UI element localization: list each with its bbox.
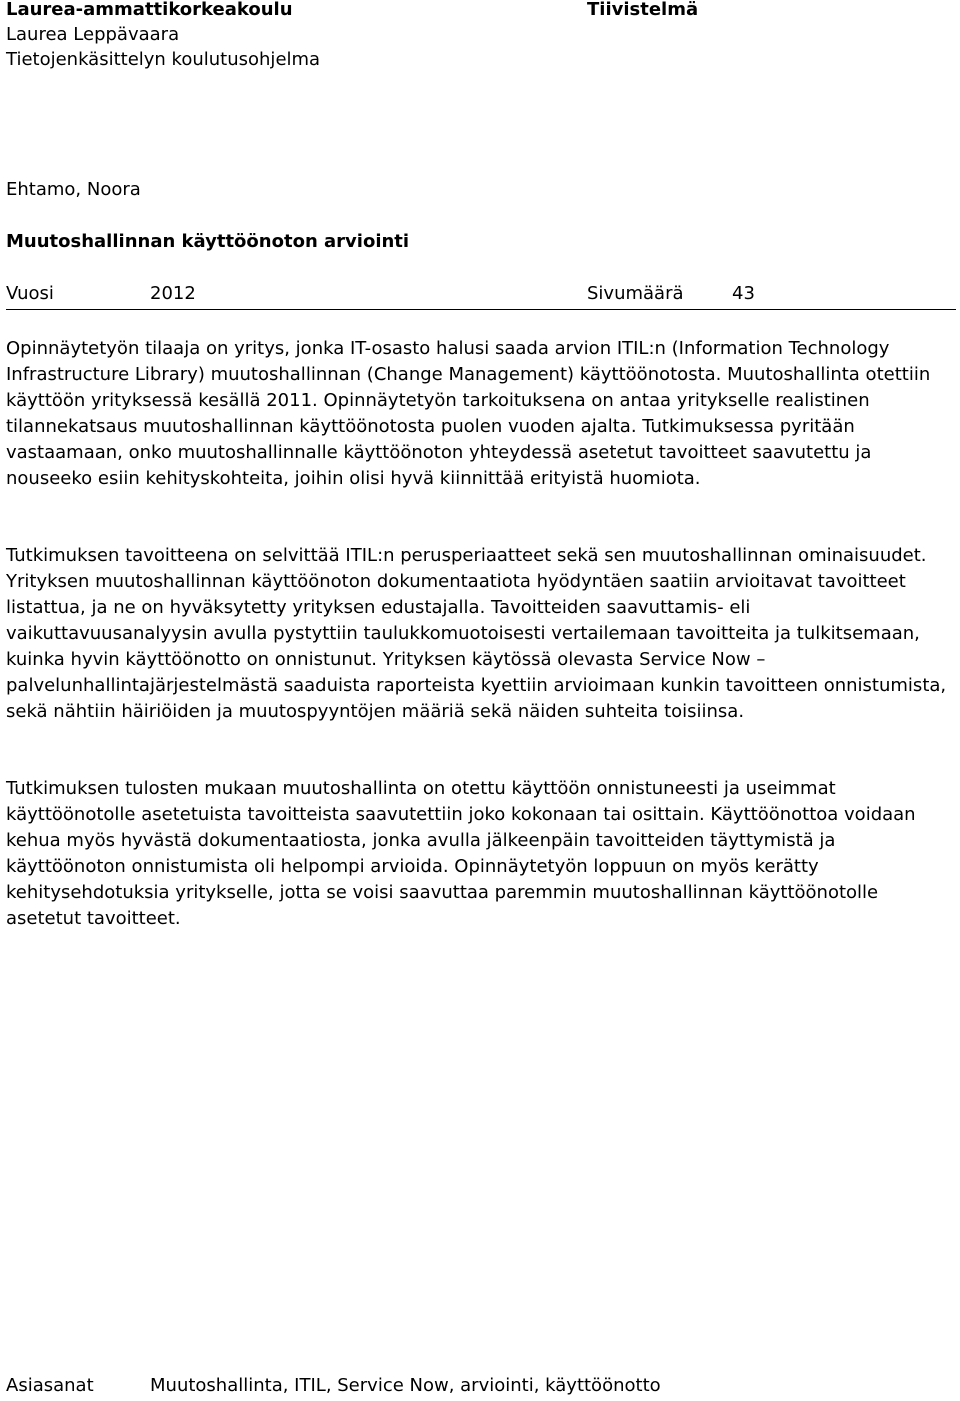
abstract-paragraph-2: Tutkimuksen tavoitteena on selvittää ITIL:n perusperiaatteet sekä sen muutoshallinnan ominaisuudet. Yrityksen muutoshallinnan käyttöönoton dokumentaatiota hyödyntäen saatiin arvioitavat tavoitteet listattua, ja ne on hyväksytetty yrityksen edustajalla. Tavoitteiden saavuttamis- eli vaikuttavuusanalyysin avulla pystyttiin taulukkomuotoisesti vertailemaan tavoitteita ja tulkitsemaan, kuinka hyvin käyttöönotto on onnistunut. Yrityksen käytössä olevasta Service Now –palvelunhallintajärjestelmästä saaduista raporteista kyettiin arvioimaan kunkin tavoitteen onnistumista, sekä nähtiin häiriöiden ja muutospyyntöjen määriä sekä näiden suhteita toisiinsa. (6, 545, 947, 722)
pages-label: Sivumäärä (587, 283, 684, 304)
unit-name: Laurea Leppävaara (6, 24, 180, 45)
year-label: Vuosi (6, 283, 54, 304)
keywords-label: Asiasanat (6, 1375, 94, 1396)
year-value: 2012 (150, 283, 196, 304)
institution-name: Laurea-ammattikorkeakoulu (6, 0, 293, 20)
thesis-title: Muutoshallinnan käyttöönoton arviointi (6, 231, 410, 252)
pages-value: 43 (732, 283, 755, 304)
abstract-paragraph-3: Tutkimuksen tulosten mukaan muutoshallinta on otettu käyttöön onnistuneesti ja useimmat käyttöönotolle asetetuista tavoitteista saavutettiin joko kokonaan tai osittain. Käyttöönottoa voidaan kehua myös hyvästä dokumentaatiosta, jonka avulla jälkeenpäin tavoitteiden täyttymistä ja käyttöönoton onnistumista oli helpompi arvioida. Opinnäytetyön loppuun on myös kerätty kehitysehdotuksia yritykselle, jotta se voisi saavuttaa paremmin muutoshallinnan käyttöönotolle asetetut tavoitteet. (6, 778, 916, 929)
header-divider (6, 309, 956, 310)
programme-name: Tietojenkäsittelyn koulutusohjelma (6, 49, 321, 70)
author-name: Ehtamo, Noora (6, 179, 141, 200)
keywords-value: Muutoshallinta, ITIL, Service Now, arviointi, käyttöönotto (150, 1375, 661, 1396)
document-type: Tiivistelmä (587, 0, 699, 20)
abstract-paragraph-1: Opinnäytetyön tilaaja on yritys, jonka IT-osasto halusi saada arvion ITIL:n (Information Technology Infrastructure Library) muutoshallinnan (Change Management) käyttöönotosta. Muutoshallinta otettiin käyttöön yrityksessä kesällä 2011. Opinnäytetyön tarkoituksena on antaa yritykselle realistinen tilannekatsaus muutoshallinnan käyttöönotosta puolen vuoden ajalta. Tutkimuksessa pyritään vastaamaan, onko muutoshallinnalle käyttöönoton yhteydessä asetetut tavoitteet saavutettu ja nouseeko esiin kehityskohteita, joihin olisi hyvä kiinnittää erityistä huomiota. (6, 338, 931, 489)
